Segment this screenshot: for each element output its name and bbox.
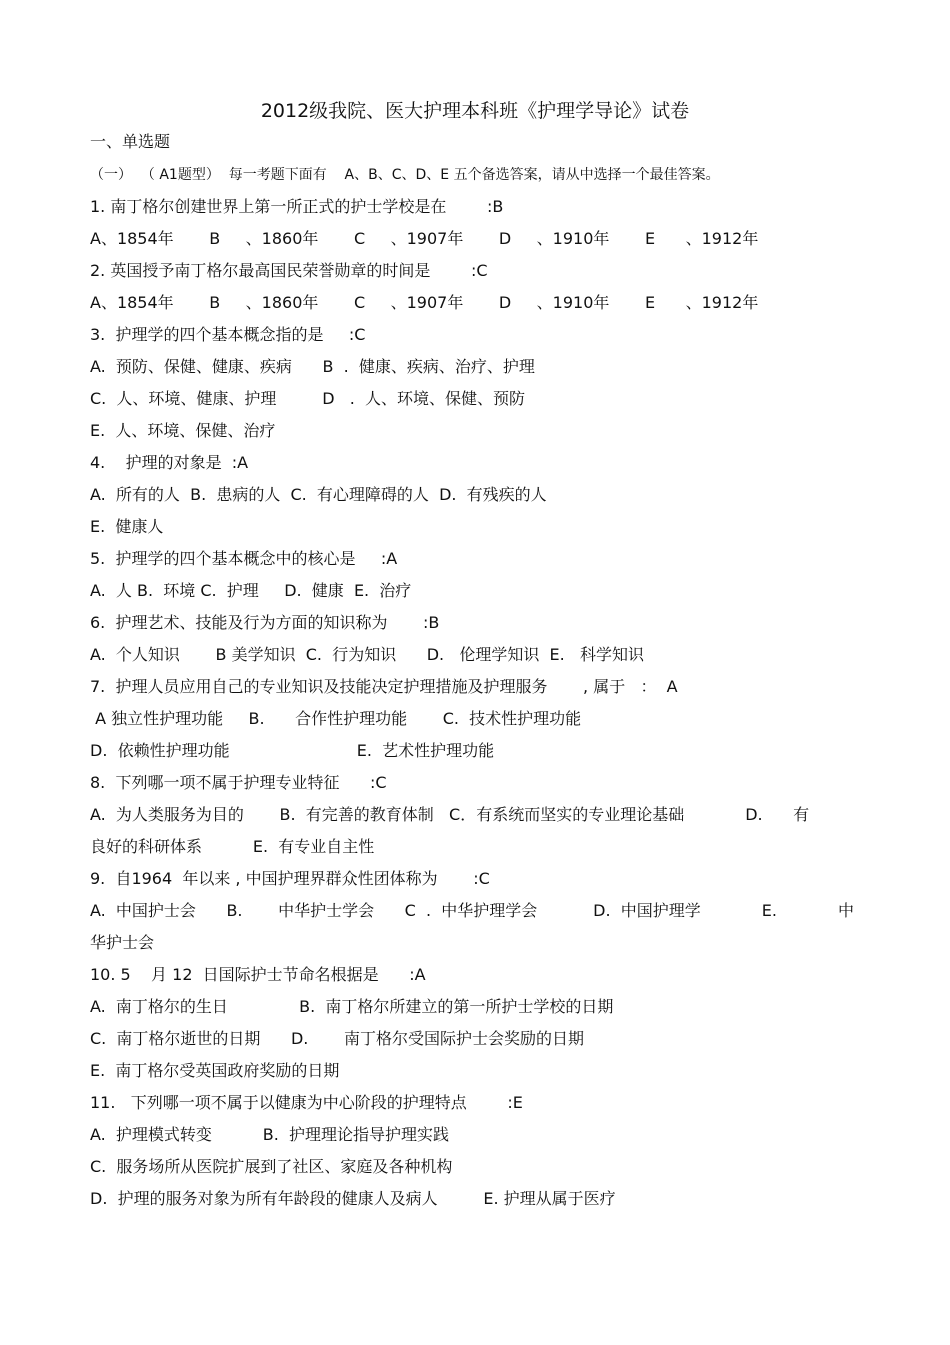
question-4-options: A. 所有的人 B. 患病的人 C. 有心理障碍的人 D. 有残疾的人	[90, 485, 547, 504]
question-6-options: A. 个人知识 B 美学知识 C. 行为知识 D. 伦理学知识 E. 科学知识	[90, 645, 644, 664]
question-4-option-e: E. 健康人	[90, 517, 164, 536]
question-3-options-cd: C. 人、环境、健康、护理 D . 人、环境、保健、预防	[90, 389, 526, 408]
question-10: 10. 5 月 12 日国际护士节命名根据是 :A	[90, 965, 426, 984]
section-heading: 一、单选题	[90, 132, 171, 151]
question-instruction: （一） （ A1题型） 每一考题下面有 A、B、C、D、E 五个备选答案，请从中选择一个最佳答案。	[90, 167, 720, 183]
question-10-options-ab: A. 南丁格尔的生日 B. 南丁格尔所建立的第一所护士学校的日期	[90, 997, 614, 1016]
question-9-options-cont: 华护士会	[90, 933, 155, 952]
question-9: 9. 自1964 年以来 , 中国护理界群众性团体称为 :C	[90, 869, 490, 888]
page-title: 2012级我院、医大护理本科班《护理学导论》试卷	[260, 100, 690, 122]
question-11-options-de: D. 护理的服务对象为所有年龄段的健康人及病人 E. 护理从属于医疗	[90, 1189, 616, 1208]
question-5: 5. 护理学的四个基本概念中的核心是 :A	[90, 549, 398, 568]
question-10-option-e: E. 南丁格尔受英国政府奖励的日期	[90, 1061, 340, 1080]
question-7-options-de: D. 依赖性护理功能 E. 艺术性护理功能	[90, 741, 495, 760]
question-3: 3. 护理学的四个基本概念指的是 :C	[90, 325, 366, 344]
question-7: 7. 护理人员应用自己的专业知识及技能决定护理措施及护理服务 , 属于 ： A	[90, 677, 678, 696]
question-1-options: A、1854年 B 、1860年 C 、1907年 D 、1910年 E 、1912年	[90, 229, 759, 248]
question-11: 11. 下列哪一项不属于以健康为中心阶段的护理特点 :E	[90, 1093, 523, 1112]
question-11-option-c: C. 服务场所从医院扩展到了社区、家庭及各种机构	[90, 1157, 453, 1176]
question-8: 8. 下列哪一项不属于护理专业特征 :C	[90, 773, 387, 792]
question-10-options-cd: C. 南丁格尔逝世的日期 D. 南丁格尔受国际护士会奖励的日期	[90, 1029, 584, 1048]
question-8-options: A. 为人类服务为目的 B. 有完善的教育体制 C．有系统而坚实的专业理论基础 D. 有	[90, 805, 810, 824]
question-2-options: A、1854年 B 、1860年 C 、1907年 D 、1910年 E 、1912年	[90, 293, 759, 312]
question-11-options-ab: A. 护理模式转变 B. 护理理论指导护理实践	[90, 1125, 450, 1144]
question-8-options-cont: 良好的科研体系 E. 有专业自主性	[90, 837, 375, 856]
question-1: 1. 南丁格尔创建世界上第一所正式的护士学校是在 :B	[90, 197, 504, 216]
question-3-options-ab: A. 预防、保健、健康、疾病 B . 健康、疾病、治疗、护理	[90, 357, 535, 376]
question-2: 2. 英国授予南丁格尔最高国民荣誉勋章的时间是 :C	[90, 261, 488, 280]
question-4: 4. 护理的对象是 :A	[90, 453, 249, 472]
question-5-options: A. 人 B. 环境 C. 护理 D. 健康 E. 治疗	[90, 581, 412, 600]
question-7-options-abc: A 独立性护理功能 B. 合作性护理功能 C. 技术性护理功能	[90, 709, 582, 728]
question-3-option-e: E. 人、环境、保健、治疗	[90, 421, 276, 440]
question-9-options: A. 中国护士会 B. 中华护士学会 C . 中华护理学会 D. 中国护理学 E. 中	[90, 901, 855, 920]
question-6: 6. 护理艺术、技能及行为方面的知识称为 :B	[90, 613, 440, 632]
